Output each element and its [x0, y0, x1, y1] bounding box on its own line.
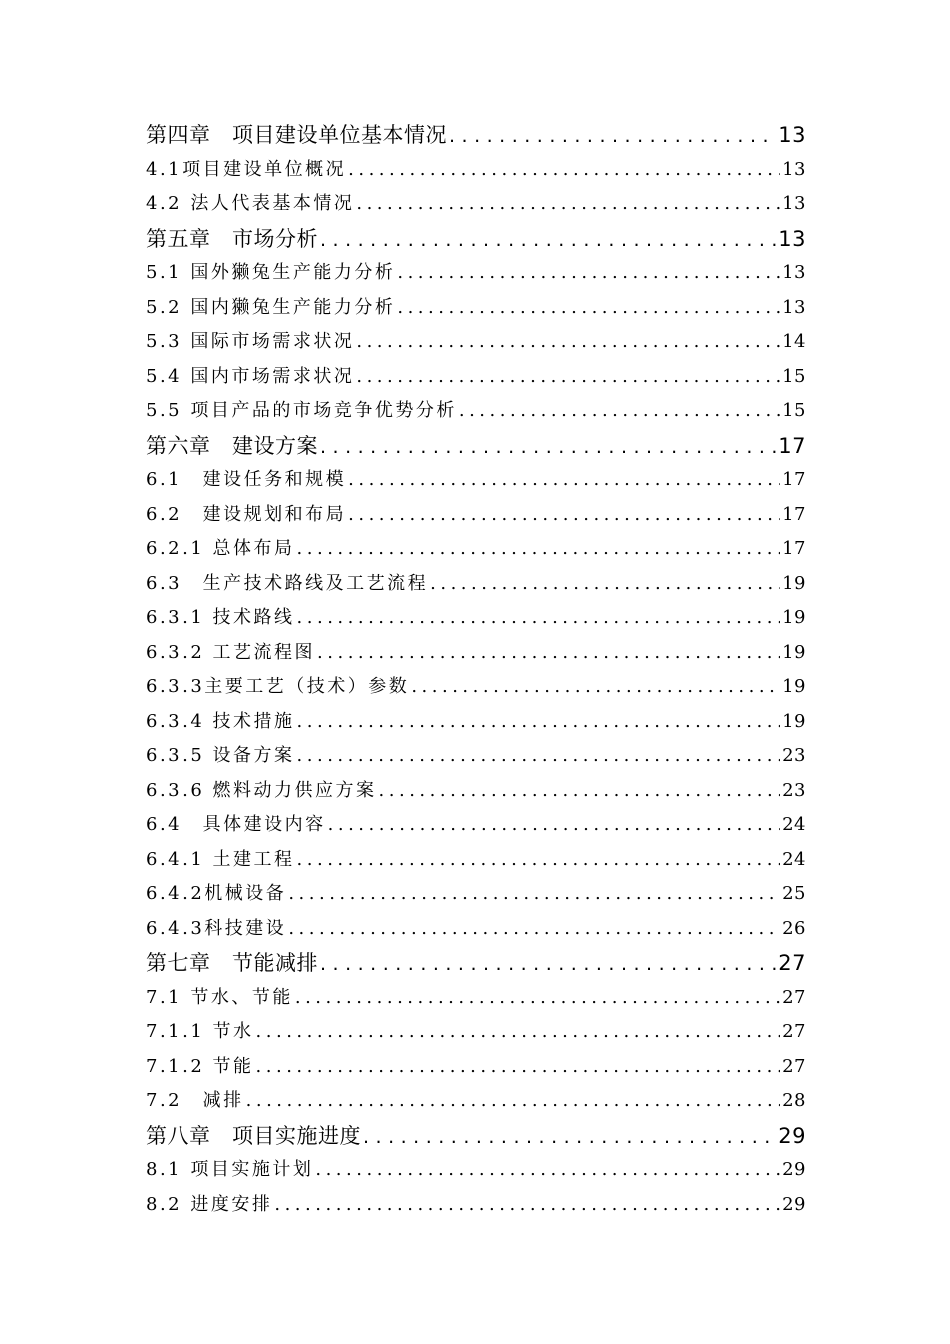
toc-page-number: 13	[778, 123, 806, 147]
toc-dot-leader	[356, 187, 780, 222]
toc-entry-title: 4.2 法人代表基本情况	[146, 193, 355, 214]
toc-page-number: 23	[782, 779, 806, 801]
toc-page-number: 19	[782, 641, 806, 663]
toc-entry-title: 8.2 进度安排	[146, 1193, 273, 1215]
toc-section-entry[interactable]	[146, 325, 806, 360]
toc-chapter-entry[interactable]	[146, 222, 806, 257]
toc-dot-leader	[411, 670, 780, 705]
toc-page-number: 17	[782, 538, 806, 559]
toc-page-number: 19	[782, 572, 806, 594]
toc-page-number: 24	[782, 814, 806, 835]
toc-chapter-entry[interactable]	[146, 1119, 806, 1154]
toc-dot-leader	[430, 567, 780, 602]
toc-chapter-entry[interactable]	[146, 118, 806, 153]
toc-page-number: 14	[782, 331, 806, 352]
toc-entry-title: 6.3.1 技术路线	[146, 607, 295, 628]
toc-entry-title: 6.3.2 工艺流程图	[146, 641, 316, 663]
toc-page-number: 13	[778, 226, 806, 251]
toc-dot-leader	[459, 394, 780, 429]
toc-section-entry[interactable]	[146, 256, 806, 291]
toc-section-entry[interactable]	[146, 291, 806, 326]
toc-page-number: 29	[778, 1123, 806, 1148]
toc-section-entry[interactable]	[146, 877, 806, 912]
toc-page-number: 13	[782, 158, 806, 180]
toc-page-number: 27	[782, 1055, 806, 1077]
toc-entry-title: 5.5 项目产品的市场竞争优势分析	[146, 400, 457, 421]
toc-entry-title: 第六章 建设方案	[146, 433, 318, 458]
toc-chapter-entry[interactable]	[146, 946, 806, 981]
toc-entry-title: 6.2.1 总体布局	[146, 538, 295, 559]
toc-entry-title: 5.4 国内市场需求状况	[146, 365, 355, 387]
toc-section-entry[interactable]	[146, 394, 806, 429]
toc-page-number: 27	[782, 986, 806, 1008]
toc-section-entry[interactable]	[146, 463, 806, 498]
toc-page-number: 23	[782, 745, 806, 766]
toc-dot-leader	[320, 947, 776, 982]
toc-entry-title: 第八章 项目实施进度	[146, 1123, 361, 1148]
toc-dot-leader	[295, 981, 780, 1016]
toc-entry-title: 5.2 国内獭兔生产能力分析	[146, 296, 396, 318]
toc-dot-leader	[246, 1084, 780, 1119]
toc-dot-leader	[297, 601, 781, 636]
toc-dot-leader	[297, 532, 781, 567]
table-of-contents	[146, 118, 806, 1222]
toc-dot-leader	[297, 739, 781, 774]
toc-dot-leader	[348, 498, 780, 533]
toc-entry-title: 6.4.2机械设备	[146, 883, 287, 904]
toc-entry-title: 5.3 国际市场需求状况	[146, 331, 355, 352]
toc-dot-leader	[449, 119, 776, 154]
toc-dot-leader	[397, 256, 780, 291]
toc-entry-title: 6.3 生产技术路线及工艺流程	[146, 572, 429, 594]
toc-dot-leader	[288, 912, 780, 947]
toc-page-number: 15	[782, 365, 806, 387]
toc-dot-leader	[348, 153, 780, 188]
toc-page-number: 17	[782, 503, 806, 525]
toc-dot-leader	[379, 774, 781, 809]
toc-entry-title: 4.1项目建设单位概况	[146, 158, 347, 180]
toc-entry-title: 7.2 减排	[146, 1090, 244, 1111]
toc-page-number: 15	[782, 400, 806, 421]
toc-entry-title: 6.4 具体建设内容	[146, 814, 326, 835]
toc-section-entry[interactable]	[146, 774, 806, 809]
toc-dot-leader	[397, 291, 780, 326]
toc-dot-leader	[297, 705, 781, 740]
toc-dot-leader	[288, 877, 780, 912]
toc-entry-title: 6.2 建设规划和布局	[146, 503, 347, 525]
toc-page-number: 28	[782, 1090, 806, 1111]
toc-section-entry[interactable]	[146, 1153, 806, 1188]
toc-entry-title: 6.3.6 燃料动力供应方案	[146, 779, 377, 801]
toc-entry-title: 6.4.3科技建设	[146, 917, 287, 939]
toc-section-entry[interactable]	[146, 843, 806, 878]
toc-entry-title: 6.3.5 设备方案	[146, 745, 295, 766]
toc-section-entry[interactable]	[146, 739, 806, 774]
toc-section-entry[interactable]	[146, 567, 806, 602]
toc-entry-title: 6.3.3主要工艺（技术）参数	[146, 676, 410, 697]
toc-entry-title: 7.1.2 节能	[146, 1055, 254, 1077]
toc-page-number: 26	[782, 917, 806, 939]
toc-dot-leader	[317, 636, 780, 671]
toc-section-entry[interactable]	[146, 912, 806, 947]
toc-page-number: 19	[782, 676, 806, 697]
toc-page-number: 25	[782, 883, 806, 904]
toc-entry-title: 6.1 建设任务和规模	[146, 469, 347, 490]
toc-dot-leader	[256, 1015, 781, 1050]
toc-page-number: 19	[782, 710, 806, 732]
toc-page-number: 19	[782, 607, 806, 628]
toc-page-number: 17	[778, 433, 806, 458]
toc-section-entry[interactable]	[146, 808, 806, 843]
toc-section-entry[interactable]	[146, 1015, 806, 1050]
toc-page-number: 13	[782, 262, 806, 283]
toc-dot-leader	[297, 843, 781, 878]
toc-dot-leader	[328, 808, 780, 843]
toc-section-entry[interactable]	[146, 498, 806, 533]
toc-chapter-entry[interactable]	[146, 429, 806, 464]
toc-section-entry[interactable]	[146, 636, 806, 671]
toc-section-entry[interactable]	[146, 705, 806, 740]
toc-page-number: 29	[782, 1193, 806, 1215]
toc-dot-leader	[320, 223, 776, 258]
toc-section-entry[interactable]	[146, 360, 806, 395]
toc-entry-title: 第五章 市场分析	[146, 226, 318, 251]
toc-dot-leader	[348, 463, 780, 498]
toc-page-number: 17	[782, 469, 806, 490]
toc-dot-leader	[274, 1188, 780, 1223]
toc-dot-leader	[320, 430, 776, 465]
toc-section-entry[interactable]	[146, 601, 806, 636]
toc-section-entry[interactable]	[146, 1084, 806, 1119]
toc-dot-leader	[315, 1153, 780, 1188]
toc-page-number: 27	[778, 951, 806, 975]
toc-entry-title: 7.1.1 节水	[146, 1021, 254, 1042]
toc-section-entry[interactable]	[146, 187, 806, 222]
toc-page-number: 29	[782, 1159, 806, 1180]
toc-entry-title: 6.3.4 技术措施	[146, 710, 295, 732]
toc-section-entry[interactable]	[146, 532, 806, 567]
toc-dot-leader	[256, 1050, 781, 1085]
toc-dot-leader	[356, 325, 780, 360]
toc-entry-title: 第四章 项目建设单位基本情况	[146, 123, 447, 147]
toc-entry-title: 8.1 项目实施计划	[146, 1159, 314, 1180]
toc-page-number: 13	[782, 193, 806, 214]
toc-dot-leader	[356, 360, 780, 395]
toc-page-number: 27	[782, 1021, 806, 1042]
toc-entry-title: 6.4.1 土建工程	[146, 848, 295, 870]
toc-section-entry[interactable]	[146, 153, 806, 188]
toc-entry-title: 7.1 节水、节能	[146, 986, 293, 1008]
toc-entry-title: 5.1 国外獭兔生产能力分析	[146, 262, 396, 283]
toc-section-entry[interactable]	[146, 981, 806, 1016]
toc-dot-leader	[363, 1120, 776, 1155]
toc-section-entry[interactable]	[146, 1188, 806, 1223]
toc-entry-title: 第七章 节能减排	[146, 951, 318, 975]
toc-section-entry[interactable]	[146, 670, 806, 705]
toc-page-number: 13	[782, 296, 806, 318]
toc-section-entry[interactable]	[146, 1050, 806, 1085]
toc-page-number: 24	[782, 848, 806, 870]
